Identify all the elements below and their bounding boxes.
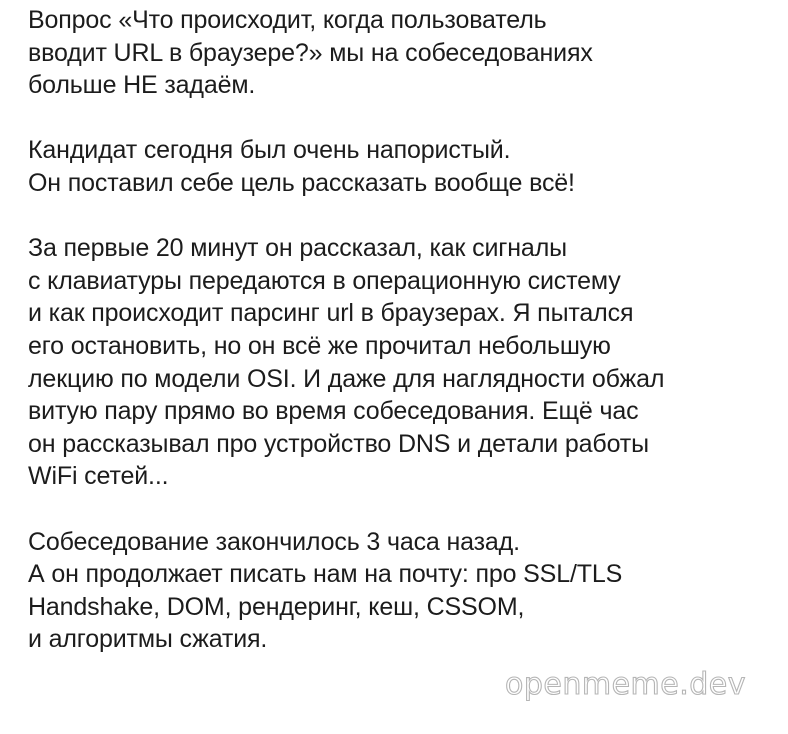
watermark: openmeme.dev [505, 667, 747, 702]
paragraph-intro [28, 4, 778, 102]
text-line: вводит URL в браузере?» мы на собеседованиях [28, 38, 593, 67]
text-line: лекцию по модели OSI. И даже для наглядности обжал [28, 364, 665, 393]
text-line: За первые 20 минут он рассказал, как сигналы [28, 234, 567, 263]
paragraph-ending [28, 526, 778, 656]
text-line: с клавиатуры передаются в операционную систему [28, 266, 621, 295]
text-line: Он поставил себе цель рассказать вообще всё! [28, 168, 575, 197]
text-line: больше НЕ задаём. [28, 71, 256, 100]
text-line: и алгоритмы сжатия. [28, 625, 268, 654]
text-line: Вопрос «Что происходит, когда пользователь [28, 6, 547, 34]
text-line: Handshake, DOM, рендеринг, кеш, CSSOM, [28, 592, 525, 621]
text-line: А он продолжает писать нам на почту: про SSL/TLS [28, 560, 623, 589]
text-line: Кандидат сегодня был очень напористый. [28, 136, 511, 165]
text-line: витую пару прямо во время собеседования. Ещё час [28, 397, 639, 426]
text-line: Собеседование закончилось 3 часа назад. [28, 527, 520, 556]
text-line: он рассказывал про устройство DNS и детали работы [28, 429, 649, 458]
paragraph-candidate [28, 134, 778, 199]
text-line: и как происходит парсинг url в браузерах. Я пытался [28, 299, 634, 328]
text-line: его остановить, но он всё же прочитал небольшую [28, 331, 611, 360]
text-line: WiFi сетей... [28, 462, 169, 491]
post-text [28, 4, 778, 656]
paragraph-story [28, 232, 778, 493]
